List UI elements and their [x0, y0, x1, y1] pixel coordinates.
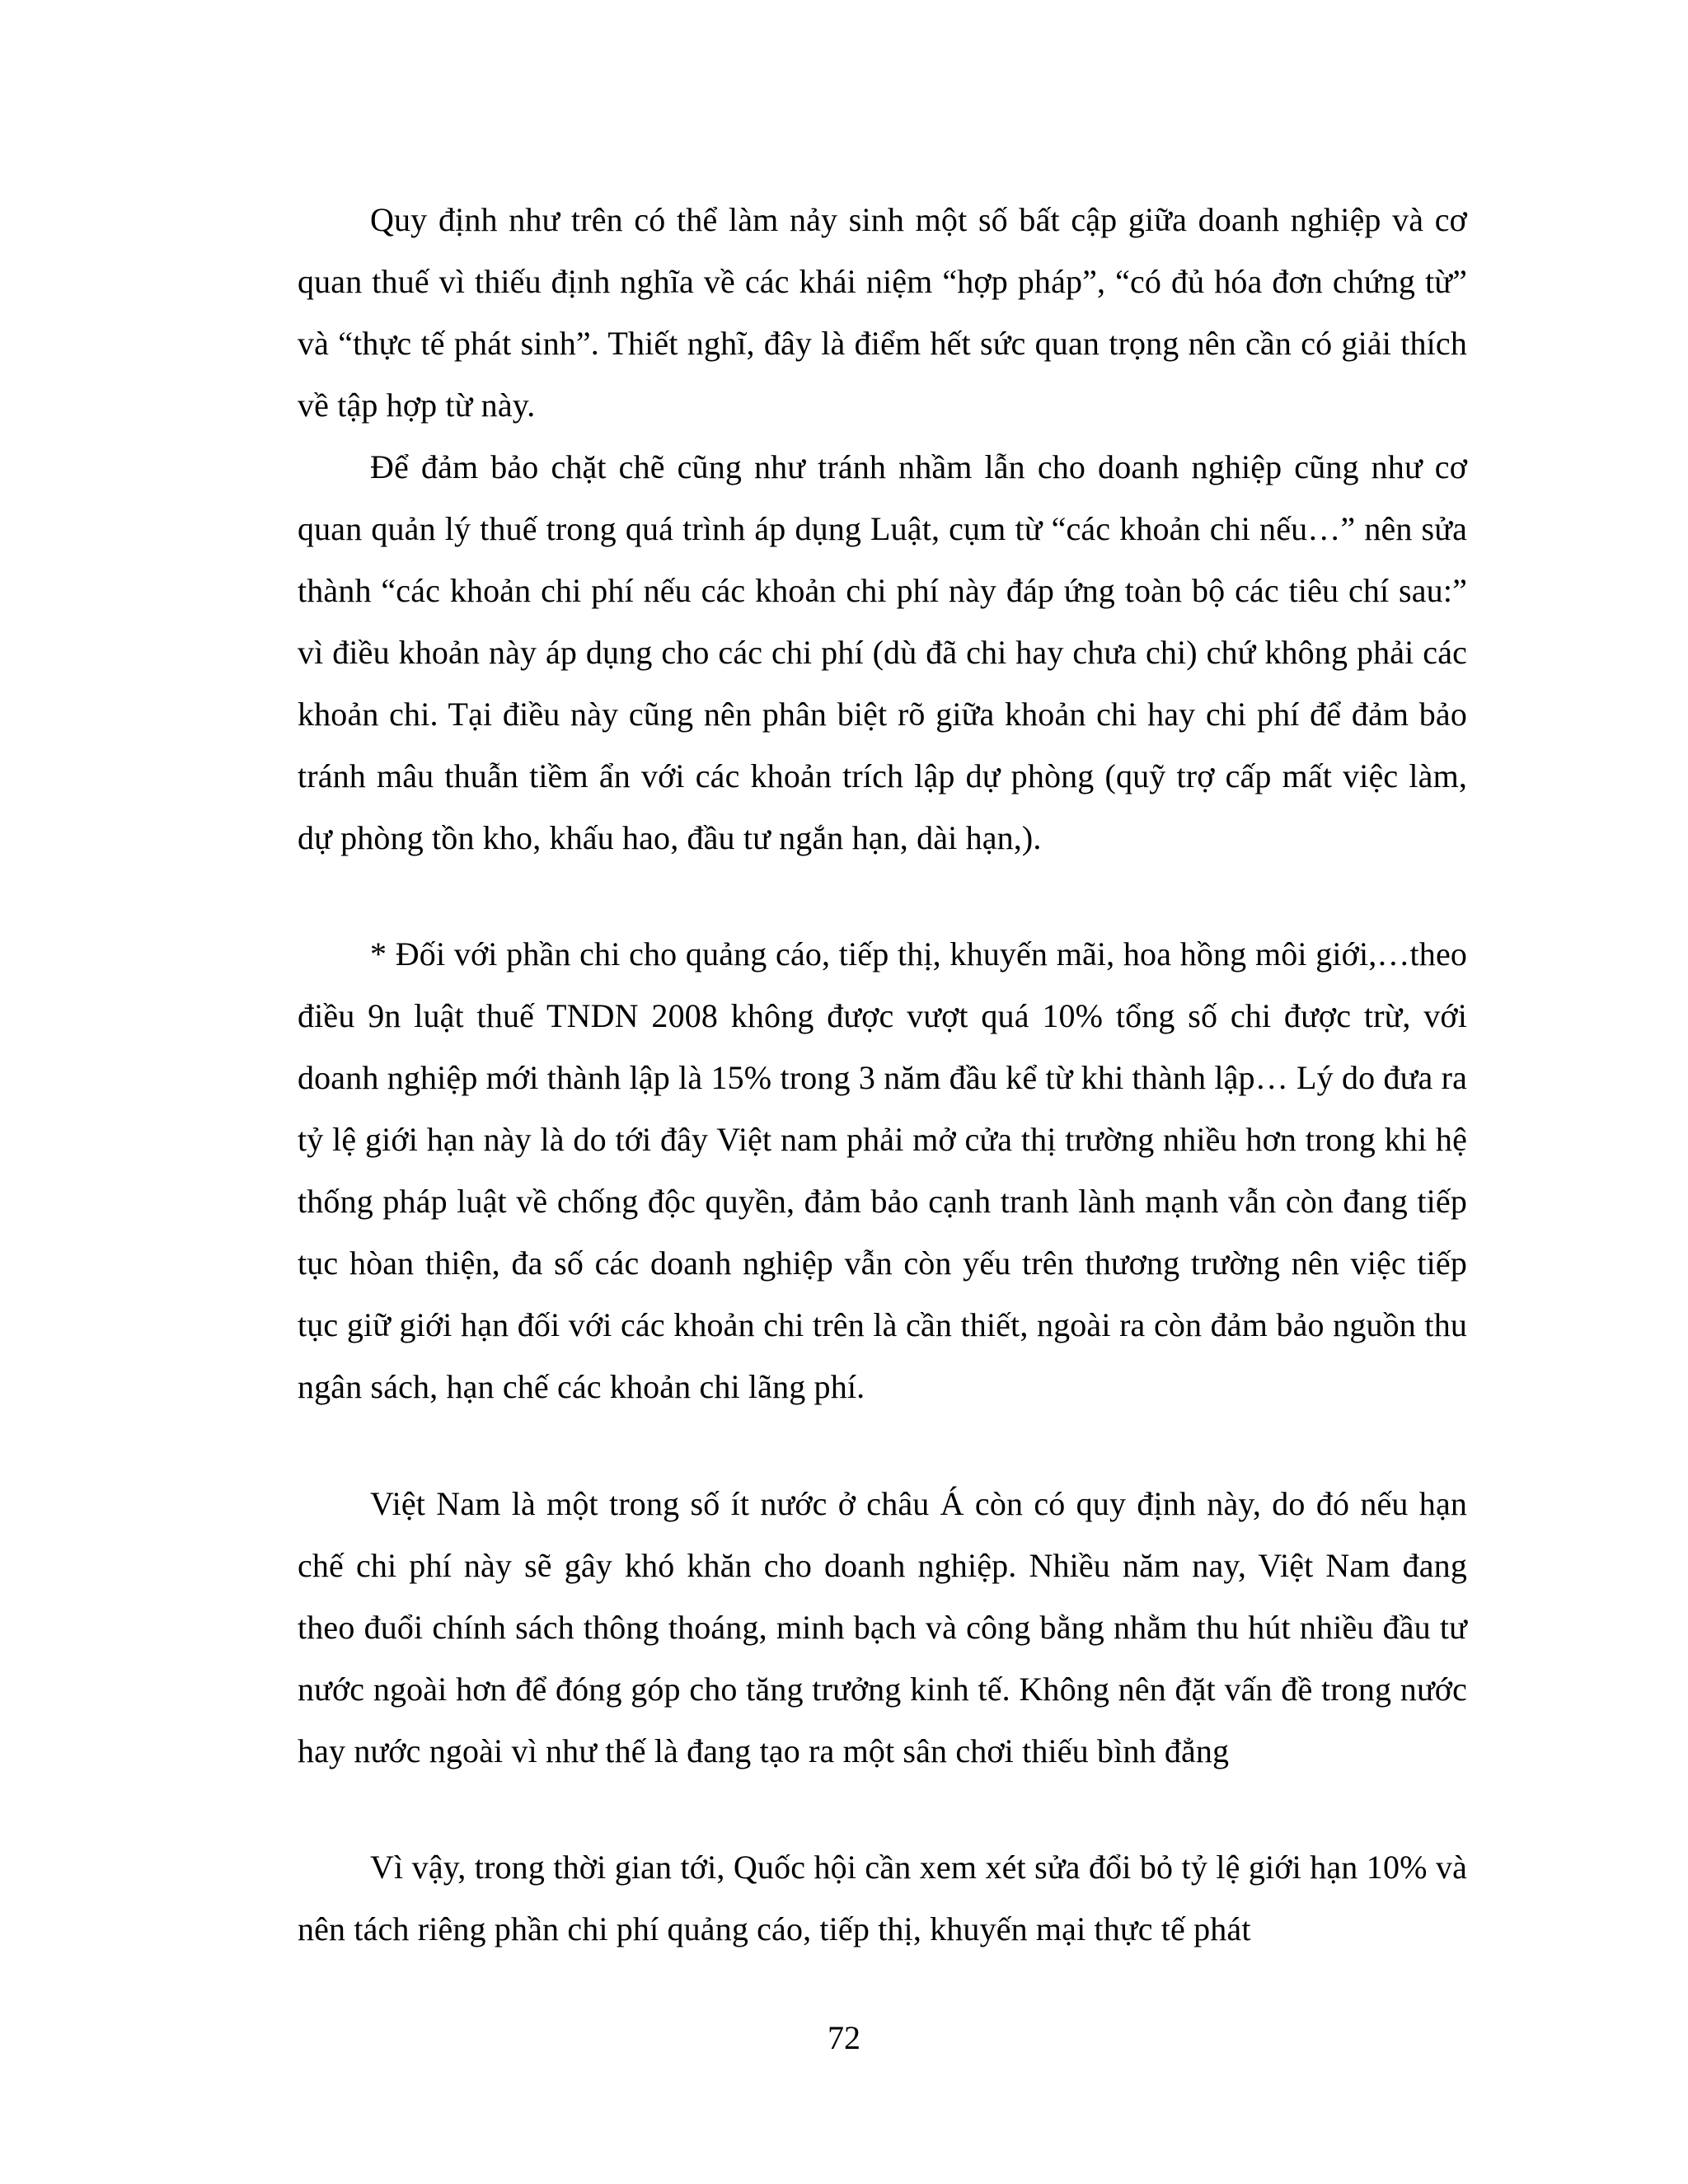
- paragraph-advertising-expense-limit: * Đối với phần chi cho quảng cáo, tiếp thị, khuyến mãi, hoa hồng môi giới,…theo điều 9n luật thuế TNDN 2008 không được vượt quá 10% tổng số chi được trừ, với doanh nghiệp mới thành lập là 15% trong 3 năm đầu kể từ khi thành lập… Lý do đưa ra tỷ lệ giới hạn này là do tới đây Việt nam phải mở cửa thị trường nhiều hơn trong khi hệ thống pháp luật về chống độc quyền, đảm bảo cạnh tranh lành mạnh vẫn còn đang tiếp tục hòan thiện, đa số các doanh nghiệp vẫn còn yếu trên thương trường nên việc tiếp tục giữ giới hạn đối với các khoản chi trên là cần thiết, ngoài ra còn đảm bảo nguồn thu ngân sách, hạn chế các khoản chi lãng phí.: [298, 935, 1467, 1405]
- paragraph-recommendation: Vì vậy, trong thời gian tới, Quốc hội cần xem xét sửa đổi bỏ tỷ lệ giới hạn 10% và nên tách riêng phần chi phí quảng cáo, tiếp thị, khuyến mại thực tế phát: [298, 1849, 1467, 1947]
- page-number: 72: [828, 2019, 860, 2056]
- paragraph-vietnam-asia-comparison: Việt Nam là một trong số ít nước ở châu Á còn có quy định này, do đó nếu hạn chế chi phí này sẽ gây khó khăn cho doanh nghiệp. Nhiều năm nay, Việt Nam đang theo đuổi chính sách thông thoáng, minh bạch và công bằng nhằm thu hút nhiều đầu tư nước ngoài hơn để đóng góp cho tăng trưởng kinh tế. Không nên đặt vấn đề trong nước hay nước ngoài vì như thế là đang tạo ra một sân chơi thiếu bình đẳng: [298, 1485, 1467, 1769]
- paragraph-expense-definition-issue: Quy định như trên có thể làm nảy sinh một số bất cập giữa doanh nghiệp và cơ quan thuế vì thiếu định nghĩa về các khái niệm “hợp pháp”, “có đủ hóa đơn chứng từ” và “thực tế phát sinh”. Thiết nghĩ, đây là điểm hết sức quan trọng nên cần có giải thích về tập hợp từ này.: [298, 201, 1467, 424]
- paragraph-wording-amendment: Để đảm bảo chặt chẽ cũng như tránh nhầm lẫn cho doanh nghiệp cũng như cơ quan quản lý thuế trong quá trình áp dụng Luật, cụm từ “các khoản chi nếu…” nên sửa thành “các khoản chi phí nếu các khoản chi phí này đáp ứng toàn bộ các tiêu chí sau:” vì điều khoản này áp dụng cho các chi phí (dù đã chi hay chưa chi) chứ không phải các khoản chi. Tại điều này cũng nên phân biệt rõ giữa khoản chi hay chi phí để đảm bảo tránh mâu thuẫn tiềm ẩn với các khoản trích lập dự phòng (quỹ trợ cấp mất việc làm, dự phòng tồn kho, khấu hao, đầu tư ngắn hạn, dài hạn,).: [298, 448, 1467, 856]
